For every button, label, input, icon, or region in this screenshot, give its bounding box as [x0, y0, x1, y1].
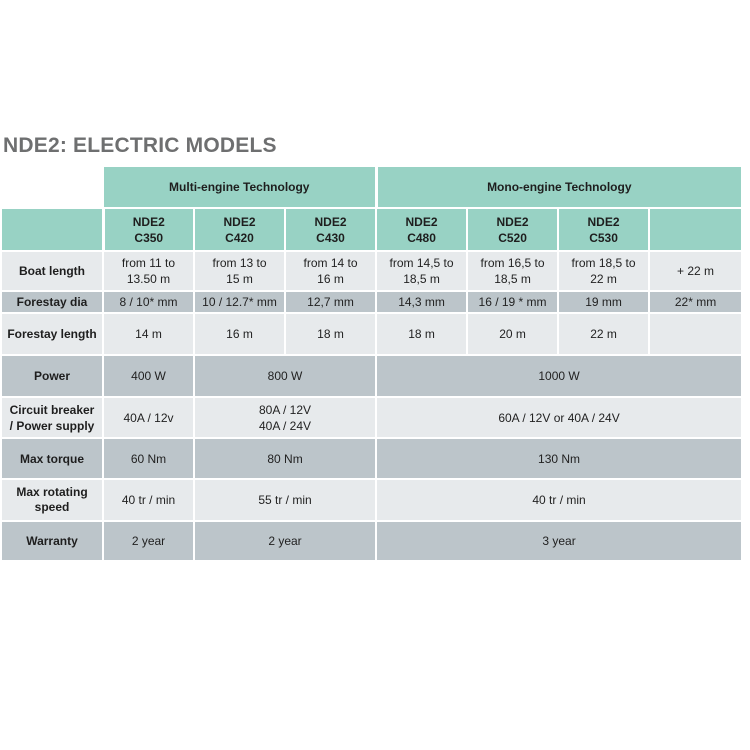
model-code: C530 — [589, 230, 618, 245]
model-series: NDE2 — [314, 214, 347, 229]
table-cell: 2 year — [103, 521, 194, 561]
table-cell: 20 m — [467, 313, 558, 355]
model-header — [376, 208, 467, 251]
table-row — [1, 355, 742, 397]
model-header-blank — [1, 208, 103, 251]
row-label: Max torque — [1, 438, 103, 479]
table-row — [1, 313, 742, 355]
table-cell — [467, 251, 558, 291]
table-cell: 800 W — [194, 355, 376, 397]
table-cell — [558, 251, 649, 291]
table-cell: 40 tr / min — [103, 479, 194, 521]
cell-text: 80A / 12V — [258, 402, 312, 417]
table-cell — [285, 251, 376, 291]
model-series: NDE2 — [587, 214, 620, 229]
row-label — [1, 479, 103, 521]
table-row — [1, 291, 742, 313]
table-cell: 60A / 12V or 40A / 24V — [376, 397, 742, 438]
table-cell — [649, 313, 742, 355]
table-cell: 14,3 mm — [376, 291, 467, 313]
table-cell: 10 / 12.7* mm — [194, 291, 285, 313]
table-cell: 18 m — [376, 313, 467, 355]
model-header — [558, 208, 649, 251]
table-row — [1, 438, 742, 479]
row-label-line: / Power supply — [9, 418, 95, 433]
model-header — [285, 208, 376, 251]
row-label — [1, 397, 103, 438]
table-cell: 130 Nm — [376, 438, 742, 479]
table-cell — [376, 251, 467, 291]
row-label: Forestay length — [1, 313, 103, 355]
row-label: Power — [1, 355, 103, 397]
table-cell: 14 m — [103, 313, 194, 355]
cell-text: 16 m — [317, 272, 344, 286]
table-row — [1, 251, 742, 291]
cell-text: 13.50 m — [126, 272, 171, 286]
table-cell: 16 m — [194, 313, 285, 355]
model-series: NDE2 — [496, 214, 529, 229]
cell-text: from 18,5 to — [571, 256, 636, 270]
table-cell: 22 m — [558, 313, 649, 355]
table-cell: 40A / 12v — [103, 397, 194, 438]
table-cell: 2 year — [194, 521, 376, 561]
table-cell: 12,7 mm — [285, 291, 376, 313]
table-cell: 55 tr / min — [194, 479, 376, 521]
cell-text: 18,5 m — [494, 272, 531, 286]
row-label: Warranty — [1, 521, 103, 561]
model-header — [467, 208, 558, 251]
model-code: C480 — [407, 230, 436, 245]
group-header-multi: Multi-engine Technology — [103, 166, 376, 208]
table-cell: 19 mm — [558, 291, 649, 313]
model-series: NDE2 — [132, 214, 165, 229]
model-header — [194, 208, 285, 251]
table-cell: 3 year — [376, 521, 742, 561]
model-series: NDE2 — [405, 214, 438, 229]
row-label: Forestay dia — [1, 291, 103, 313]
table-cell: 22* mm — [649, 291, 742, 313]
table-cell: 16 / 19 * mm — [467, 291, 558, 313]
row-label: Boat length — [1, 251, 103, 291]
table-cell: 60 Nm — [103, 438, 194, 479]
table-cell: 40 tr / min — [376, 479, 742, 521]
cell-text: from 11 to — [121, 256, 176, 270]
model-header-row — [1, 208, 742, 251]
cell-text: from 16,5 to — [480, 256, 545, 270]
cell-text: 15 m — [226, 272, 253, 286]
model-header — [103, 208, 194, 251]
table-row — [1, 397, 742, 438]
model-code: C350 — [134, 230, 164, 245]
model-code: C520 — [498, 230, 527, 245]
cell-text: 18,5 m — [403, 272, 440, 286]
table-cell — [649, 251, 742, 291]
row-label-line: Max rotating — [16, 485, 88, 499]
table-cell: 80 Nm — [194, 438, 376, 479]
table-cell: 1000 W — [376, 355, 742, 397]
table-row — [1, 521, 742, 561]
table-cell: 18 m — [285, 313, 376, 355]
group-header-row — [1, 166, 742, 208]
page-title: NDE2: ELECTRIC MODELS — [3, 134, 277, 157]
cell-text: from 14 to — [303, 256, 358, 270]
table-cell — [194, 397, 376, 438]
table-row — [1, 479, 742, 521]
row-label-line: Circuit breaker — [9, 402, 95, 417]
cell-text: from 13 to — [212, 256, 267, 270]
model-code: C420 — [225, 230, 254, 245]
model-series: NDE2 — [223, 214, 256, 229]
table-cell — [194, 251, 285, 291]
cell-text: + 22 m — [677, 264, 715, 278]
table-cell: 400 W — [103, 355, 194, 397]
cell-text: 22 m — [590, 272, 617, 286]
spec-table — [0, 165, 743, 562]
table-cell: 8 / 10* mm — [103, 291, 194, 313]
model-code: C430 — [316, 230, 345, 245]
row-label-line: speed — [34, 500, 70, 514]
corner-cell — [1, 166, 103, 208]
model-header-blank — [649, 208, 742, 251]
cell-text: from 14,5 to — [389, 256, 454, 270]
cell-text: 40A / 24V — [258, 418, 312, 433]
group-header-mono: Mono-engine Technology — [376, 166, 742, 208]
table-cell — [103, 251, 194, 291]
